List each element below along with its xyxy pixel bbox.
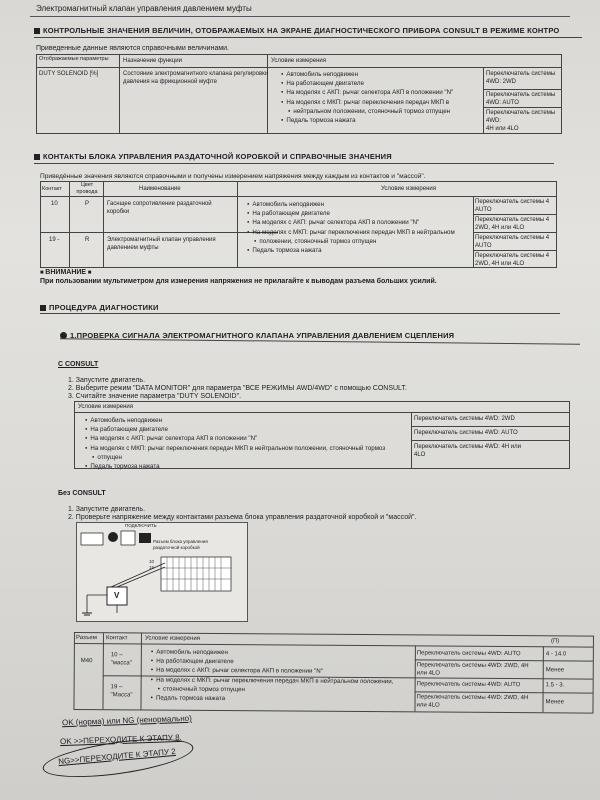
fig-pin-10: 10	[149, 559, 155, 564]
cond: ● На моделях с МКП: рычаг переключения передач МКП в нейтральном положении, стояночный тормоз	[85, 444, 385, 453]
table-rule	[473, 214, 556, 215]
sec4-table	[73, 632, 594, 714]
sec1-note: Приведенные данные являются справочными величинами.	[36, 45, 229, 52]
sec2-h3: Наименование	[139, 186, 181, 192]
ok-ng-label: OK (норма) или NG (ненормально)	[61, 713, 192, 728]
square-bullet-icon	[34, 28, 40, 34]
without-consult-label: Без CONSULT	[58, 490, 106, 497]
sec2-h1: Контакт	[42, 186, 62, 192]
sec2-conditions	[247, 200, 455, 255]
step1-title-text: 1.ПРОВЕРКА СИГНАЛА ЭЛЕКТРОМАГНИТНОГО КЛАПАНА УПРАВЛЕНИЯ ДАВЛЕНИЕМ СЦЕПЛЕНИЯ	[70, 331, 455, 340]
sec1-table	[36, 54, 562, 134]
sec2-name1: Гаснщее сопротивление раздаточной коробки	[107, 201, 212, 215]
sec4-h3: Условие измерения	[144, 635, 200, 642]
sec1-func-2: давления на фрикционной муфте	[123, 79, 217, 85]
sec2-h2: Цвет провода	[76, 182, 98, 195]
cond: ● Автомобиль неподвижен	[151, 648, 394, 659]
sec1-conditions	[281, 70, 453, 125]
sec2-color2: R	[85, 237, 90, 243]
sec3-step-3: 3. Считайте значение параметра "DUTY SOLENOID".	[68, 393, 242, 400]
cond: ● На моделях с МКП: рычаг переключения передач МКП в	[281, 98, 453, 107]
table-rule	[69, 182, 70, 267]
table-rule	[411, 426, 569, 427]
cond: ● На моделях с АКП: рычаг селектора АКП в положении "N"	[85, 434, 385, 443]
gear-icon	[108, 532, 118, 542]
fig-pin-19: 19	[149, 565, 155, 570]
sec4-conditions	[151, 648, 394, 705]
cond: ● На работающем двигателе	[247, 209, 455, 218]
sec1-param: DUTY SOLENOID [%]	[39, 71, 99, 77]
fig-meter-v: V	[114, 591, 120, 600]
sec2-sw1: Переключатель системы 4 AUTO	[475, 199, 550, 213]
cond: ● Педаль тормоза нажата	[281, 116, 453, 125]
table-rule	[140, 633, 142, 709]
sec4-pin1: 10 – "масса"	[110, 652, 132, 667]
sec3-sw3: Переключатель системы 4WD: 4H или 4LO	[414, 444, 522, 458]
table-rule	[103, 182, 104, 267]
sec4-val4: Менее	[545, 699, 564, 706]
table-rule	[473, 232, 556, 233]
sec2-h4: Условие измерения	[381, 186, 437, 192]
table-rule	[473, 250, 556, 251]
table-rule	[40, 313, 560, 314]
warning-title: ■ ВНИМАНИЕ ■	[40, 269, 92, 276]
sec4-h1: Разъем	[75, 635, 97, 642]
sec1-h1: Отображаемые параметры	[39, 56, 109, 62]
cond: ● Педаль тормоза нажата	[247, 246, 455, 255]
sec3-title	[40, 303, 159, 312]
doc-title-bar	[30, 0, 570, 17]
sec3-title-text: ПРОЦЕДУРА ДИАГНОСТИКИ	[49, 303, 159, 312]
sec4-sw1: Переключатель системы 4WD: AUTO	[416, 650, 521, 658]
cond: ● Автомобиль неподвижен	[85, 416, 385, 425]
ok-result-text: OK >>ПЕРЕХОДИТЕ К ЭТАПУ 8.	[59, 732, 182, 747]
fig-label-transfer: раздаточной коробкой	[153, 545, 200, 550]
fig-label-connect: ПОДКЛЮЧИТЬ	[125, 523, 157, 528]
table-rule	[483, 67, 484, 133]
sec3-sw2: Переключатель системы 4WD: AUTO	[414, 430, 518, 436]
sec3-conditions	[85, 416, 385, 471]
table-rule	[237, 182, 238, 267]
sec4-h2: Контакт	[105, 635, 128, 642]
table-rule	[267, 55, 268, 133]
cond: ● На моделях с МКП: рычаг переключения передач МКП в нейтральном	[247, 228, 455, 237]
table-rule	[411, 440, 569, 441]
cond: ● стояночный тормоз отпущен	[151, 684, 394, 695]
table-rule	[102, 633, 104, 709]
ignition-icon	[81, 533, 103, 545]
cond: ● нейтральном положении, стояночный тормоз отпущен	[281, 107, 453, 116]
sec3-cond-header: Условие измерения	[78, 404, 134, 410]
sec2-pin2: 19 -	[49, 237, 60, 243]
wiring-figure	[76, 522, 248, 622]
sec4-connector: M40	[80, 658, 93, 665]
sec3-sw1: Переключатель системы 4WD: 2WD	[414, 416, 515, 422]
meter-icon	[139, 533, 151, 543]
cond: ● На работающем двигателе	[281, 79, 453, 88]
table-rule	[41, 232, 278, 233]
table-rule	[119, 55, 120, 133]
sec3-step-1: 1. Запустите двигатель.	[68, 377, 146, 384]
table-rule	[483, 89, 561, 90]
sec3-step-2: 2. Выберите режим "DATA MONITOR" для параметра "ВСЕ РЕЖИМЫ AWD/4WD" с помощью CONSULT.	[68, 385, 407, 392]
table-rule	[75, 412, 569, 413]
cond: ● положении, стояночный тормоз отпущен	[247, 237, 455, 246]
sec4-val-header: (П)	[550, 638, 560, 645]
cond: ● Педаль тормоза нажата	[85, 462, 385, 471]
sec2-table	[40, 181, 557, 268]
sec2-note: Приведённые значения являются справочными и получены измерением напряжения между каждым из контактов и "массой".	[40, 173, 426, 180]
sec1-h3: Условие измерения	[271, 58, 327, 64]
sec1-h2: Назначение функции	[123, 58, 182, 64]
sec2-sw4: Переключатель системы 4 2WD, 4H или 4LO	[475, 253, 550, 267]
sec4-val3: 1.5 - 3.	[545, 682, 565, 689]
sec4-step-1: 1. Запустите двигатель.	[68, 506, 146, 513]
sec4-step-2: 2. Проверьте напряжение между контактами разъема блока управления раздаточной коробкой и "массой".	[68, 514, 417, 521]
table-rule	[34, 163, 554, 164]
sec1-sw1: Переключатель системы 4WD: 2WD	[486, 71, 556, 85]
sec4-sw3: Переключатель системы 4WD: AUTO	[416, 681, 521, 689]
sec4-pin2: 19 – "Масса"	[110, 684, 133, 699]
sec1-title-text: КОНТРОЛЬНЫЕ ЗНАЧЕНИЯ ВЕЛИЧИН, ОТОБРАЖАЕМЫХ НА ЭКРАНЕ ДИАГНОСТИЧЕСКОГО ПРИБОРА CONSULT В РЕЖИМЕ КОНТРО	[43, 26, 560, 35]
sec4-sw2: Переключатель системы 4WD: 2WD, 4H или 4LO	[416, 662, 529, 677]
table-rule	[34, 37, 582, 38]
doc-title: Электромагнитный клапан управления давлением муфты	[36, 4, 252, 13]
sec1-sw3: Переключатель системы 4WD: 4H или 4LO	[486, 110, 556, 132]
table-rule	[41, 196, 556, 197]
ng-result-text: NG>>ПЕРЕХОДИТЕ К ЭТАПУ 2	[57, 746, 177, 767]
fig-label-connector: Разъем блока управления	[153, 539, 208, 544]
square-bullet-icon	[40, 305, 46, 311]
table-rule	[483, 107, 561, 108]
sec2-pin1: 10	[51, 201, 58, 207]
sec1-func-1: Состояние электромагнитного клапана регулировки	[123, 71, 269, 77]
connector-icon	[121, 531, 135, 545]
cond: ● Автомобиль неподвижен	[247, 200, 455, 209]
warning-title-text: ВНИМАНИЕ	[45, 269, 87, 276]
sec2-name2: Электромагнитный клапан управления давлением муфты	[107, 237, 216, 251]
sec4-sw4: Переключатель системы 4WD: 2WD, 4H или 4LO	[416, 694, 529, 709]
cond: ● отпущен	[85, 453, 385, 462]
cond: ● На моделях с АКП: рычаг селектора АКП в положении "N"	[151, 666, 394, 677]
sec2-sw2: Переключатель системы 4 2WD, 4H или 4LO	[475, 217, 550, 231]
cond: ● Автомобиль неподвижен	[281, 70, 453, 79]
sec2-title	[34, 152, 392, 161]
cond: ● На работающем двигателе	[85, 425, 385, 434]
with-consult-label: С CONSULT	[58, 361, 99, 368]
cond: ● На моделях с АКП: рычаг селектора АКП в положении "N"	[247, 218, 455, 227]
sec1-sw2: Переключатель системы 4WD: AUTO	[486, 92, 556, 106]
sec3-table	[74, 401, 570, 469]
sec2-sw3: Переключатель системы 4 AUTO	[475, 235, 550, 249]
wiring-diagram-svg	[77, 523, 247, 621]
warning-text: При пользовании мультиметром для измерения напряжения не прилагайте к выводам разъема больших усилий.	[40, 278, 437, 285]
sec4-val1: 4 - 14.0	[545, 651, 567, 658]
sec2-color1: P	[85, 201, 90, 207]
cond: ● Педаль тормоза нажата	[151, 694, 394, 705]
cond: ● На работающем двигателе	[151, 657, 394, 668]
sec4-val2: Менее	[545, 667, 565, 674]
cond: ● На моделях с АКП: рычаг селектора АКП в положении "N"	[281, 88, 453, 97]
connector-body	[161, 557, 231, 591]
sec1-title	[34, 26, 579, 35]
square-bullet-icon	[34, 154, 40, 160]
cond: ● На моделях с МКП: рычаг переключения передач МКП в нейтральном положении,	[151, 675, 394, 686]
sec2-title-text: КОНТАКТЫ БЛОКА УПРАВЛЕНИЯ РАЗДАТОЧНОЙ КОРОБКОЙ И СПРАВОЧНЫЕ ЗНАЧЕНИЯ	[43, 152, 392, 161]
